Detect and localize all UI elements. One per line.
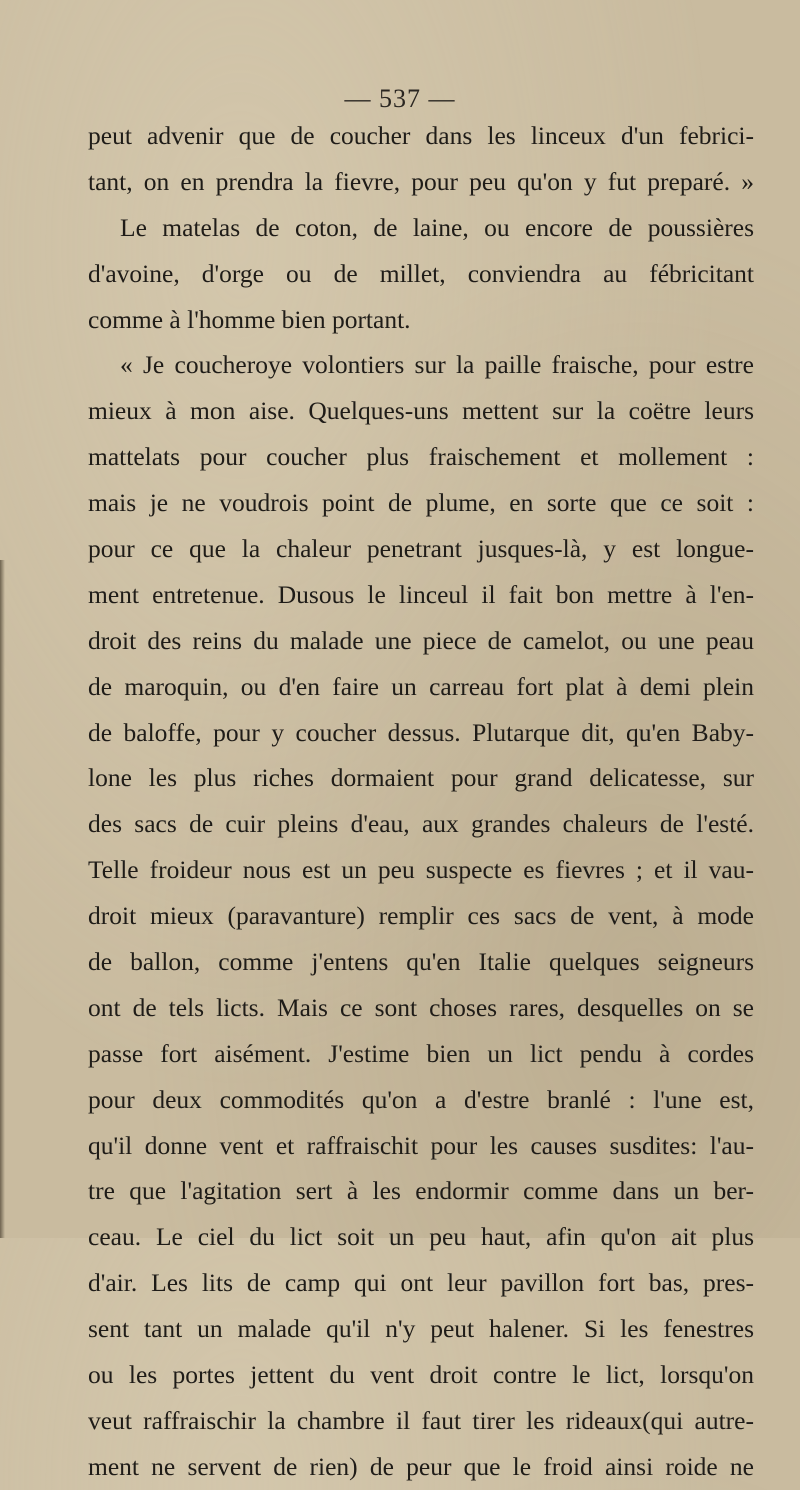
text-line: droit mieux (paravanture) remplir ces sacs de vent, à mode [88,901,754,931]
text-line: ont de tels licts. Mais ce sont choses rares, desquelles on se [88,992,754,1022]
text-line: passe fort aisément. J'estime bien un lict pendu à cordes [88,1038,754,1068]
text-line: pour ce que la chaleur penetrant jusques-là, y est longue- [88,534,754,564]
text-line: mattelats pour coucher plus fraischement et mollement : [88,442,754,472]
text-line: Telle froideur nous est un peu suspecte es fievres ; et il vau- [88,855,754,885]
text-line: ment entretenue. Dusous le linceul il fait bon mettre à l'en- [88,579,754,609]
text-line: qu'il donne vent et raffraischit pour les causes susdites: l'au- [88,1130,754,1160]
text-line: mais je ne voudrois point de plume, en sorte que ce soit : [88,488,754,518]
page-edge-shadow [0,560,5,1238]
body-text [88,113,754,1490]
text-line: tre que l'agitation sert à les endormir comme dans un ber- [88,1176,754,1206]
text-line: sent tant un malade qu'il n'y peut halener. Si les fenestres [88,1314,754,1344]
text-line: ment ne servent de rien) de peur que le froid ainsi roide ne [88,1451,754,1481]
page-number: — 537 — [344,84,456,113]
text-line: de baloffe, pour y coucher dessus. Plutarque dit, qu'en Baby- [88,717,754,747]
text-line: pour deux commodités qu'on a d'estre branlé : l'une est, [88,1084,754,1114]
text-line: « Je coucheroye volontiers sur la paille fraische, pour estre [120,350,754,380]
text-line: lone les plus riches dormaient pour grand delicatesse, sur [88,763,754,793]
text-line: Le matelas de coton, de laine, ou encore de poussières [120,212,754,242]
text-line: d'avoine, d'orge ou de millet, conviendra au fébricitant [88,258,754,288]
text-line: ceau. Le ciel du lict soit un peu haut, afin qu'on ait plus [88,1222,754,1252]
text-line: de maroquin, ou d'en faire un carreau fort plat à demi plein [88,671,754,701]
text-line: des sacs de cuir pleins d'eau, aux grandes chaleurs de l'esté. [88,809,754,839]
text-line: tant, on en prendra la fievre, pour peu qu'on y fut preparé. » [88,166,754,196]
text-line: de ballon, comme j'entens qu'en Italie quelques seigneurs [88,947,754,977]
text-line: veut raffraischir la chambre il faut tirer les rideaux(qui autre- [88,1405,754,1435]
text-line: droit des reins du malade une piece de camelot, ou une peau [88,625,754,655]
text-line: peut advenir que de coucher dans les linceux d'un febrici- [88,121,754,150]
text-line: comme à l'homme bien portant. [88,304,411,334]
text-line: d'air. Les lits de camp qui ont leur pavillon fort bas, pres- [88,1268,754,1298]
text-line: mieux à mon aise. Quelques-uns mettent sur la coëtre leurs [88,396,754,426]
text-line: ou les portes jettent du vent droit contre le lict, lorsqu'on [88,1360,754,1390]
